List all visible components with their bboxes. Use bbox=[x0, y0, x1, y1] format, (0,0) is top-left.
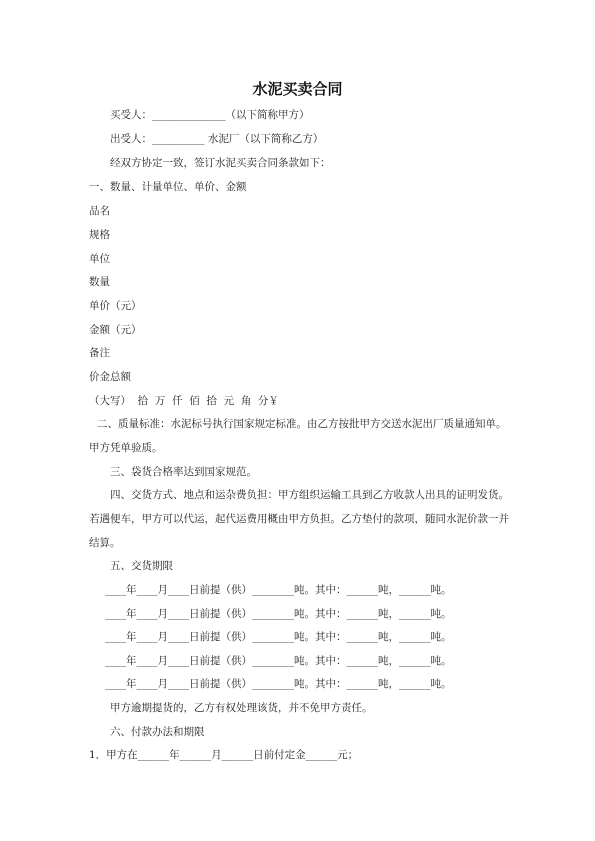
section6-item1: 1．甲方在______年______月______日前付定金______元； bbox=[89, 749, 359, 761]
daxie-line: （大写） 拾 万 仟 佰 拾 元 角 分￥ bbox=[89, 395, 279, 407]
item-jiajin-zonge: 价金总额 bbox=[89, 371, 131, 383]
schedule-row: ____年____月____日前提（供）________吨。其中：______吨，______吨。 bbox=[105, 631, 452, 643]
buyer-suffix: （以下简称甲方） bbox=[225, 109, 310, 121]
buyer-line bbox=[110, 108, 310, 122]
section5-note: 甲方逾期提货的，乙方有权处理该货，并不免甲方责任。 bbox=[110, 702, 373, 714]
section4-line2: 若遇便车，甲方可以代运，起代运费用概由甲方负担。乙方垫付的款项，随同水泥价款一并 bbox=[89, 513, 509, 525]
schedule-row: ____年____月____日前提（供）________吨。其中：______吨，______吨。 bbox=[105, 608, 452, 620]
item-beizhu: 备注 bbox=[89, 347, 110, 359]
section4-line3: 结算。 bbox=[89, 537, 121, 549]
item-guige: 规格 bbox=[89, 229, 110, 241]
section2-line1: 二、质量标准：水泥标号执行国家规定标准。由乙方按批甲方交送水泥出厂质量通知单。 bbox=[97, 418, 507, 430]
seller-line bbox=[110, 132, 323, 146]
seller-blank: __________ bbox=[152, 133, 205, 145]
page-title: 水泥买卖合同 bbox=[252, 80, 343, 98]
schedule-row: ____年____月____日前提（供）________吨。其中：______吨，______吨。 bbox=[105, 678, 452, 690]
section1-heading: 一、数量、计量单位、单价、金额 bbox=[89, 181, 247, 193]
buyer-label: 买受人： bbox=[110, 109, 152, 121]
intro-text: 经双方协定一致，签订水泥买卖合同条款如下： bbox=[110, 157, 331, 169]
section2-line2: 甲方凭单验质。 bbox=[89, 442, 163, 454]
section4-line1: 四、交货方式、地点和运杂费负担：甲方组织运输工具到乙方收款人出具的证明发货。 bbox=[110, 489, 509, 501]
seller-label: 出受人： bbox=[110, 133, 152, 145]
item-shuliang: 数量 bbox=[89, 276, 110, 288]
item-pinming: 品名 bbox=[89, 205, 110, 217]
section6-heading: 六、付款办法和期限 bbox=[110, 726, 205, 738]
schedule-row: ____年____月____日前提（供）________吨。其中：______吨，______吨。 bbox=[105, 584, 452, 596]
seller-suffix: 水泥厂（以下简称乙方） bbox=[204, 133, 324, 145]
item-danwei: 单位 bbox=[89, 253, 110, 265]
schedule-row: ____年____月____日前提（供）________吨。其中：______吨，______吨。 bbox=[105, 655, 452, 667]
section5-heading: 五、交货期限 bbox=[110, 560, 173, 572]
section3-text: 三、袋货合格率达到国家规范。 bbox=[110, 466, 257, 478]
buyer-blank: ______________ bbox=[152, 109, 226, 121]
item-jine: 金额（元） bbox=[89, 324, 142, 336]
item-danjia: 单价（元） bbox=[89, 300, 142, 312]
